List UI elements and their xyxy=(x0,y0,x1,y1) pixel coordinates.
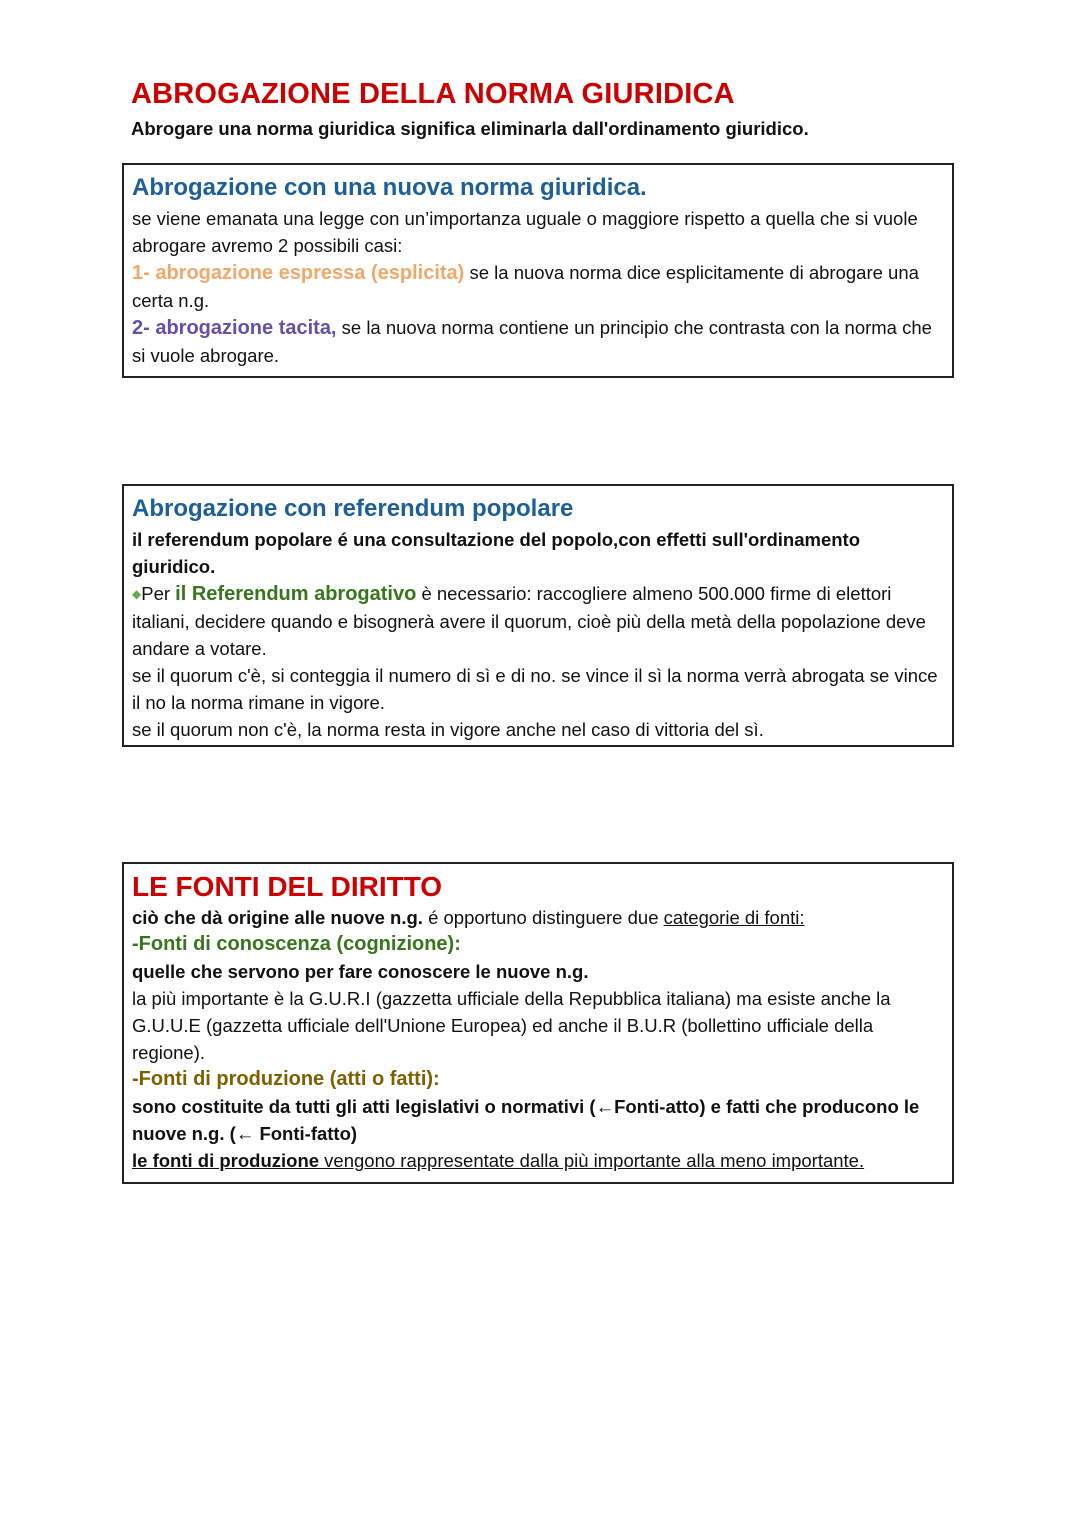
produzione-def-2: Fonti-atto) e fatti che producono le nuove n.g. ( xyxy=(132,1096,920,1144)
page-title: ABROGAZIONE DELLA NORMA GIURIDICA xyxy=(131,78,735,110)
arrow-left-icon: ← xyxy=(235,1123,255,1144)
case-espressa xyxy=(132,259,944,314)
fonti-conoscenza-label: -Fonti di conoscenza (cognizione): xyxy=(132,933,461,955)
case-espressa-text: se la nuova norma dice esplicitamente di abrogare una certa n.g. xyxy=(132,262,919,311)
fonti-conoscenza-text: la più importante è la G.U.R.I (gazzetta ufficiale della Repubblica italiana) ma esiste anche la G.U.U.E (gazzetta ufficiale dell'Unione Europea) ed anche il B.U.R (bollettino ufficiale della regione). xyxy=(132,988,891,1063)
fonti-order-text: vengono rappresentate dalla più importante alla meno importante. xyxy=(319,1150,865,1171)
referendum-requirements xyxy=(132,580,944,662)
req-text: è necessario: raccogliere almeno 500.000 firme di elettori italiani, decidere quando e bisognerà avere il quorum, cioè più della metà della popolazione deve andare a votare. xyxy=(132,583,926,659)
fonti-intro xyxy=(132,904,944,931)
quorum-yes-text: se il quorum c'è, si conteggia il numero di sì e di no. se vince il sì la norma verrà abrogata se vince il no la norma rimane in vigore. xyxy=(132,665,938,713)
box-new-norm-text: se viene emanata una legge con un’importanza uguale o maggiore rispetto a quella che si vuole abrogare avremo 2 possibili casi: xyxy=(132,208,918,256)
fonti-conoscenza-def: quelle che servono per fare conoscere le nuove n.g. xyxy=(132,961,589,982)
referendum-definition: il referendum popolare é una consultazione del popolo,con effetti sull'ordinamento giuridico. xyxy=(132,529,861,577)
case-tacita-text: se la nuova norma contiene un principio che contrasta con la norma che si vuole abrogare. xyxy=(132,317,932,366)
referendum-label: il Referendum abrogativo xyxy=(175,583,417,605)
box-referendum xyxy=(122,484,954,747)
box-referendum-title: Abrogazione con referendum popolare xyxy=(132,495,574,522)
produzione-def-3: Fonti-fatto) xyxy=(254,1123,358,1144)
fonti-intro-bold: ciò che dà origine alle nuove n.g. xyxy=(132,907,423,928)
quorum-no-text: se il quorum non c'è, la norma resta in vigore anche nel caso di vittoria del sì. xyxy=(132,719,764,740)
diamond-bullet-icon: ◆ xyxy=(132,587,142,601)
fonti-order xyxy=(132,1147,944,1174)
intro-text: Abrogare una norma giuridica significa eliminarla dall'ordinamento giuridico. xyxy=(131,118,809,139)
box-fonti-title: LE FONTI DEL DIRITTO xyxy=(132,871,443,902)
produzione-def-1: sono costituite da tutti gli atti legislativi o normativi ( xyxy=(132,1096,596,1117)
req-pre: Per xyxy=(141,583,176,604)
box-fonti xyxy=(122,862,954,1184)
fonti-intro-underline: categorie di fonti: xyxy=(663,907,805,928)
fonti-produzione-def xyxy=(132,1093,944,1147)
fonti-order-bold: le fonti di produzione xyxy=(132,1150,320,1171)
fonti-produzione-label: -Fonti di produzione (atti o fatti): xyxy=(132,1068,440,1090)
arrow-left-icon: ← xyxy=(595,1096,615,1117)
box-new-norm-title: Abrogazione con una nuova norma giuridica. xyxy=(132,174,647,201)
case-tacita xyxy=(132,314,944,369)
box-new-norm xyxy=(122,163,954,378)
case-espressa-label: 1- abrogazione espressa (esplicita) xyxy=(132,262,465,284)
case-tacita-label: 2- abrogazione tacita, xyxy=(132,317,337,339)
fonti-intro-text: é opportuno distinguere due xyxy=(422,907,664,928)
